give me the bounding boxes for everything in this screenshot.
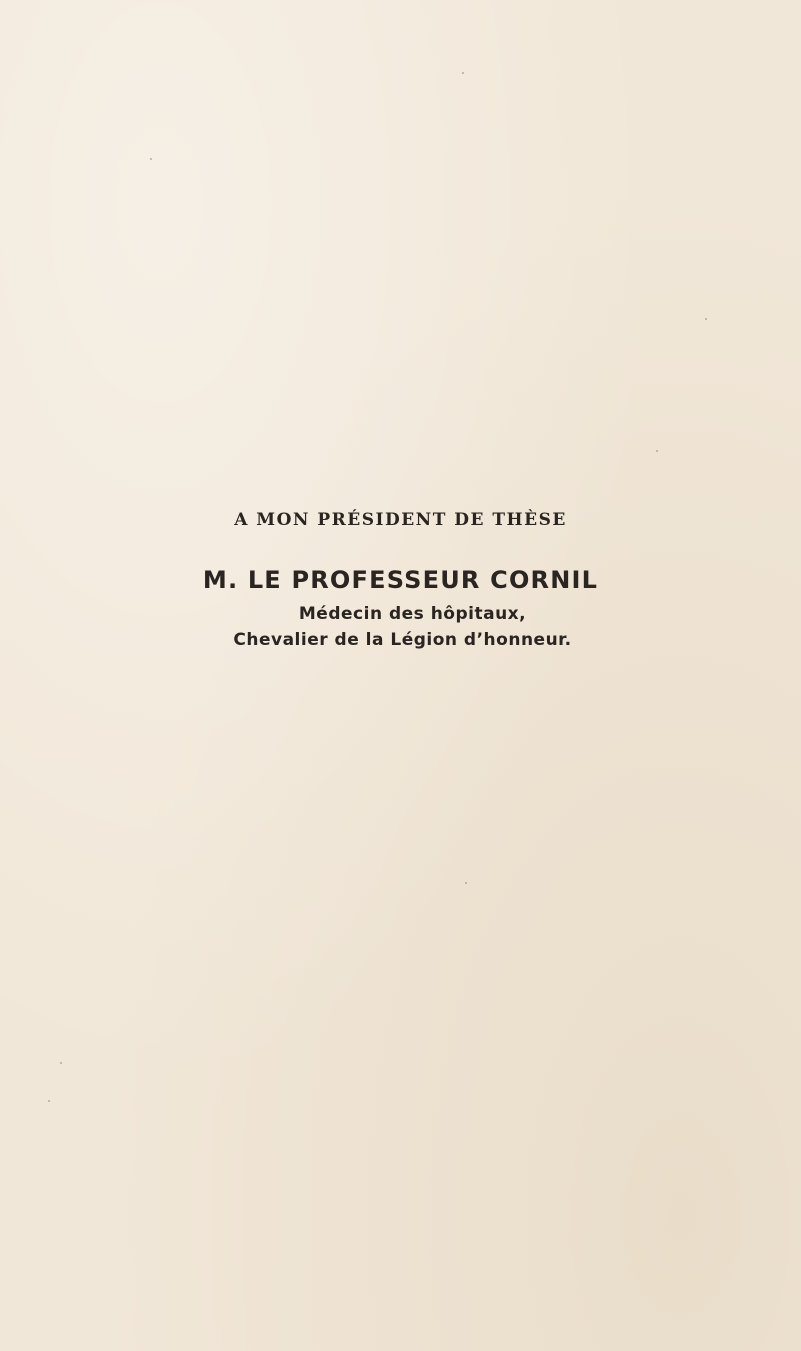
dedicatee-title-line-1: Médecin des hôpitaux, [298, 604, 527, 624]
paper-speck [705, 318, 707, 320]
paper-speck [150, 158, 152, 160]
dedicatee-name: M. LE PROFESSEUR CORNIL [202, 566, 599, 594]
paper-speck [656, 450, 658, 452]
paper-speck [462, 72, 464, 74]
paper-speck [48, 1100, 50, 1102]
paper-speck [465, 882, 467, 884]
dedication-heading: A MON PRÉSIDENT DE THÈSE [234, 510, 567, 530]
paper-speck [60, 1062, 62, 1064]
dedicatee-title-line-2: Chevalier de la Légion d’honneur. [233, 630, 572, 650]
